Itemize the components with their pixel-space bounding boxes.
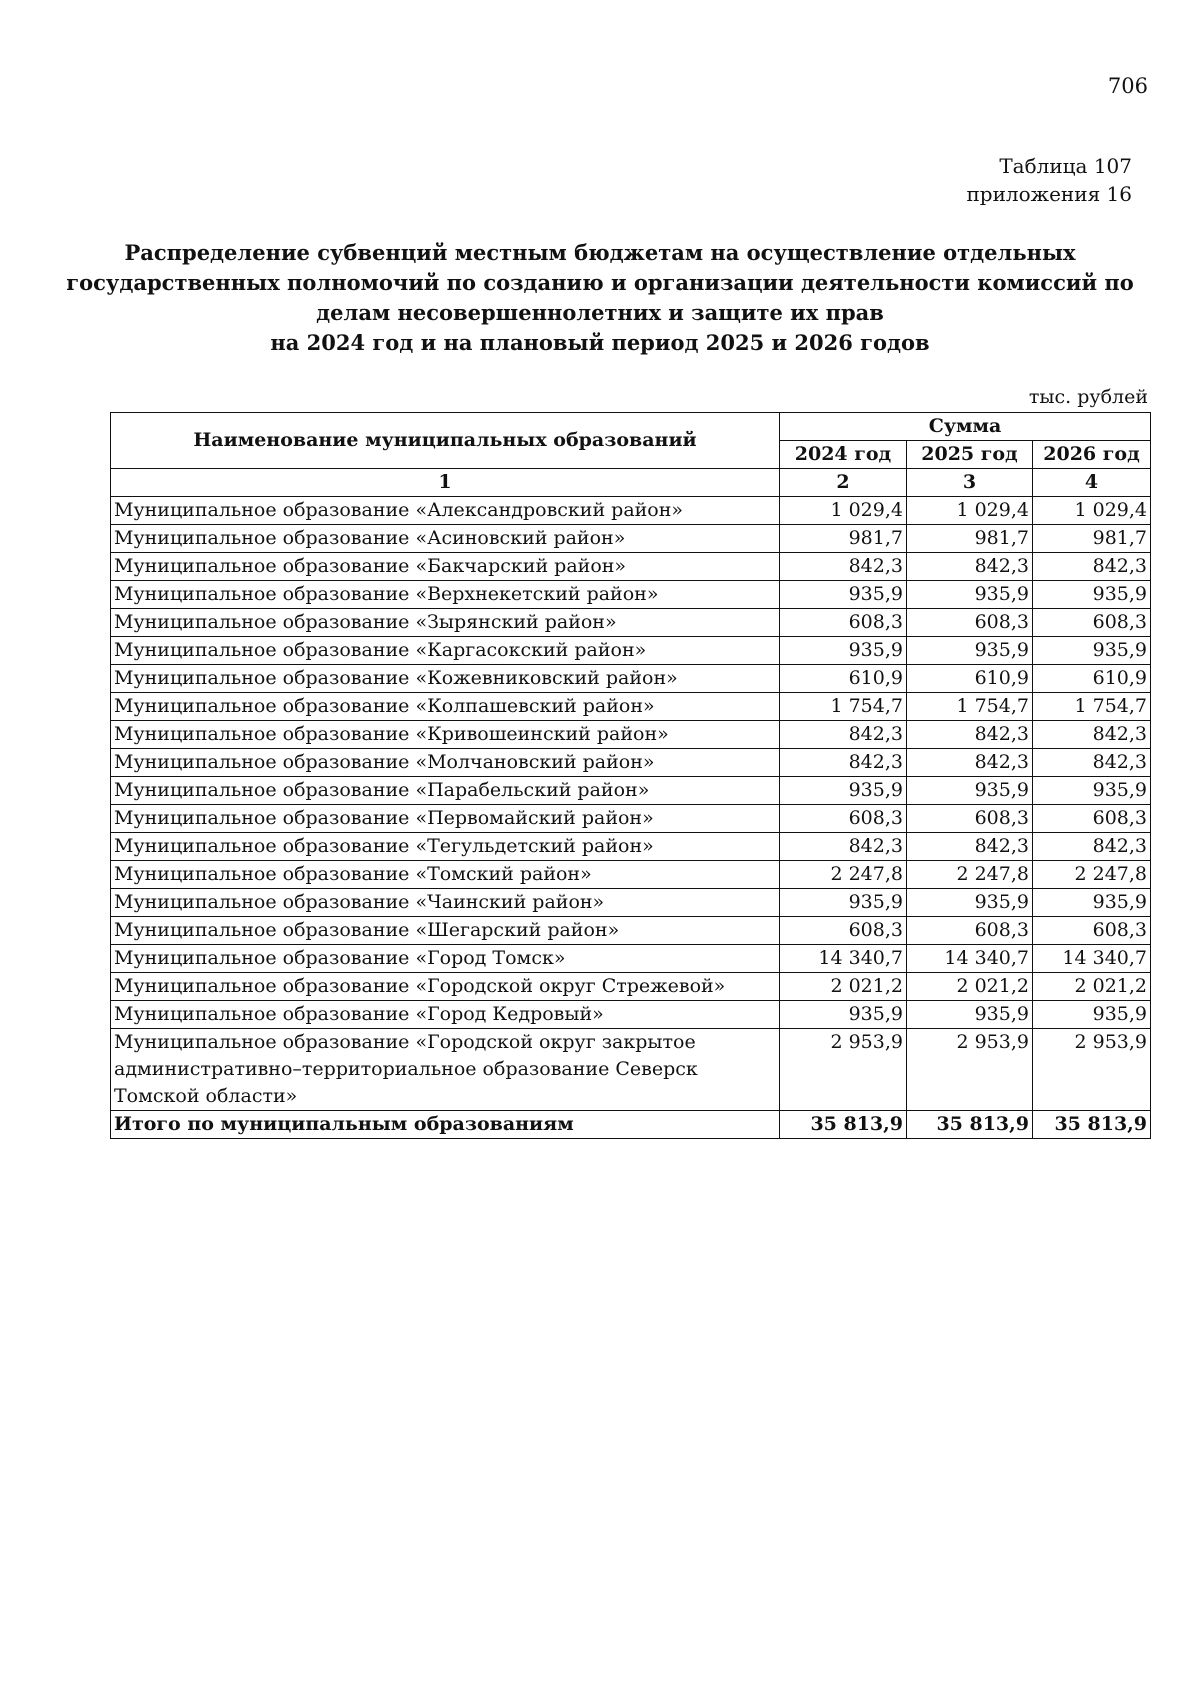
- table-row: [111, 889, 1151, 917]
- value-2025: 2 953,9: [907, 1029, 1033, 1111]
- value-2025: 981,7: [907, 525, 1033, 553]
- value-2025: 935,9: [907, 637, 1033, 665]
- table-row: [111, 1029, 1151, 1111]
- row-name: Муниципальное образование «Шегарский район»: [111, 917, 780, 945]
- value-2026: 935,9: [1033, 889, 1151, 917]
- value-2024: 1 029,4: [780, 497, 907, 525]
- value-2024: 610,9: [780, 665, 907, 693]
- value-2026: 1 029,4: [1033, 497, 1151, 525]
- value-2024: 2 021,2: [780, 973, 907, 1001]
- value-2025: 935,9: [907, 777, 1033, 805]
- value-2026: 981,7: [1033, 525, 1151, 553]
- row-name: Муниципальное образование «Город Томск»: [111, 945, 780, 973]
- value-2026: 842,3: [1033, 749, 1151, 777]
- value-2024: 842,3: [780, 833, 907, 861]
- value-2025: 610,9: [907, 665, 1033, 693]
- value-2024: 1 754,7: [780, 693, 907, 721]
- table-row: [111, 861, 1151, 889]
- row-name: Муниципальное образование «Бакчарский район»: [111, 553, 780, 581]
- header-sum: Сумма: [780, 413, 1151, 441]
- value-2024: 935,9: [780, 1001, 907, 1029]
- value-2025: 935,9: [907, 889, 1033, 917]
- value-2024: 842,3: [780, 553, 907, 581]
- table-row: [111, 581, 1151, 609]
- row-name: Муниципальное образование «Каргасокский район»: [111, 637, 780, 665]
- value-2025: 608,3: [907, 805, 1033, 833]
- value-2025: 2 021,2: [907, 973, 1033, 1001]
- value-2026: 2 021,2: [1033, 973, 1151, 1001]
- value-2024: 608,3: [780, 917, 907, 945]
- row-name: Муниципальное образование «Колпашевский район»: [111, 693, 780, 721]
- table-ref-line-1: Таблица 107: [999, 154, 1132, 178]
- row-name: Муниципальное образование «Кривошеинский район»: [111, 721, 780, 749]
- total-2024: 35 813,9: [780, 1111, 907, 1139]
- value-2025: 842,3: [907, 749, 1033, 777]
- header-year-2025: 2025 год: [907, 441, 1033, 469]
- value-2026: 935,9: [1033, 637, 1151, 665]
- row-name: Муниципальное образование «Томский район»: [111, 861, 780, 889]
- value-2026: 842,3: [1033, 553, 1151, 581]
- total-row: [111, 1111, 1151, 1139]
- value-2025: 842,3: [907, 553, 1033, 581]
- value-2024: 981,7: [780, 525, 907, 553]
- value-2026: 14 340,7: [1033, 945, 1151, 973]
- value-2024: 935,9: [780, 637, 907, 665]
- units-label: тыс. рублей: [1028, 386, 1148, 408]
- table-body: [111, 497, 1151, 1139]
- page-number: 706: [1107, 74, 1148, 98]
- value-2025: 842,3: [907, 833, 1033, 861]
- table-row: [111, 1001, 1151, 1029]
- value-2024: 608,3: [780, 609, 907, 637]
- total-2025: 35 813,9: [907, 1111, 1033, 1139]
- value-2026: 1 754,7: [1033, 693, 1151, 721]
- value-2026: 2 247,8: [1033, 861, 1151, 889]
- row-name: Муниципальное образование «Александровский район»: [111, 497, 780, 525]
- header-year-2026: 2026 год: [1033, 441, 1151, 469]
- value-2024: 842,3: [780, 749, 907, 777]
- value-2025: 935,9: [907, 1001, 1033, 1029]
- value-2026: 842,3: [1033, 833, 1151, 861]
- value-2026: 2 953,9: [1033, 1029, 1151, 1111]
- table-row: [111, 525, 1151, 553]
- value-2024: 935,9: [780, 889, 907, 917]
- row-name: Муниципальное образование «Молчановский район»: [111, 749, 780, 777]
- table-row: [111, 693, 1151, 721]
- table-row: [111, 973, 1151, 1001]
- value-2025: 842,3: [907, 721, 1033, 749]
- table-row: [111, 497, 1151, 525]
- row-name: Муниципальное образование «Парабельский район»: [111, 777, 780, 805]
- row-name: Муниципальное образование «Город Кедровый»: [111, 1001, 780, 1029]
- value-2026: 608,3: [1033, 917, 1151, 945]
- value-2025: 1 029,4: [907, 497, 1033, 525]
- table-row: [111, 777, 1151, 805]
- table-row: [111, 637, 1151, 665]
- table-reference: [966, 152, 1132, 208]
- row-name: Муниципальное образование «Верхнекетский район»: [111, 581, 780, 609]
- row-name: Муниципальное образование «Чаинский район»: [111, 889, 780, 917]
- row-name: Муниципальное образование «Городской округ закрытое административно–территориальное образование Северск Томской области»: [111, 1029, 780, 1111]
- value-2024: 14 340,7: [780, 945, 907, 973]
- title-line-2: государственных полномочий по созданию и организации деятельности комиссий по: [66, 270, 1134, 295]
- table-row: [111, 917, 1151, 945]
- table-row: [111, 749, 1151, 777]
- row-name: Муниципальное образование «Тегульдетский район»: [111, 833, 780, 861]
- header-year-2024: 2024 год: [780, 441, 907, 469]
- total-2026: 35 813,9: [1033, 1111, 1151, 1139]
- title-line-4: на 2024 год и на плановый период 2025 и 2026 годов: [270, 330, 930, 355]
- column-number-4: 4: [1033, 469, 1151, 497]
- value-2024: 2 247,8: [780, 861, 907, 889]
- value-2025: 608,3: [907, 917, 1033, 945]
- title-line-1: Распределение субвенций местным бюджетам на осуществление отдельных: [124, 240, 1076, 265]
- value-2026: 935,9: [1033, 1001, 1151, 1029]
- table-row: [111, 553, 1151, 581]
- value-2024: 608,3: [780, 805, 907, 833]
- table-row: [111, 609, 1151, 637]
- value-2024: 935,9: [780, 581, 907, 609]
- value-2024: 935,9: [780, 777, 907, 805]
- value-2025: 935,9: [907, 581, 1033, 609]
- row-name: Муниципальное образование «Первомайский район»: [111, 805, 780, 833]
- row-name: Муниципальное образование «Городской округ Стрежевой»: [111, 973, 780, 1001]
- document-title: [60, 238, 1140, 358]
- column-number-2: 2: [780, 469, 907, 497]
- table-ref-line-2: приложения 16: [966, 182, 1132, 206]
- table-row: [111, 665, 1151, 693]
- title-line-3: делам несовершеннолетних и защите их прав: [316, 300, 884, 325]
- table-row: [111, 833, 1151, 861]
- value-2025: 608,3: [907, 609, 1033, 637]
- value-2026: 935,9: [1033, 777, 1151, 805]
- value-2025: 2 247,8: [907, 861, 1033, 889]
- value-2025: 1 754,7: [907, 693, 1033, 721]
- row-name: Муниципальное образование «Асиновский район»: [111, 525, 780, 553]
- table-row: [111, 805, 1151, 833]
- value-2026: 608,3: [1033, 805, 1151, 833]
- value-2026: 610,9: [1033, 665, 1151, 693]
- value-2024: 2 953,9: [780, 1029, 907, 1111]
- column-number-1: 1: [111, 469, 780, 497]
- table-row: [111, 945, 1151, 973]
- value-2026: 608,3: [1033, 609, 1151, 637]
- value-2026: 842,3: [1033, 721, 1151, 749]
- subventions-table: [110, 412, 1151, 1139]
- table-row: [111, 721, 1151, 749]
- row-name: Муниципальное образование «Кожевниковский район»: [111, 665, 780, 693]
- value-2025: 14 340,7: [907, 945, 1033, 973]
- column-number-3: 3: [907, 469, 1033, 497]
- header-name-column: Наименование муниципальных образований: [111, 413, 780, 469]
- value-2026: 935,9: [1033, 581, 1151, 609]
- total-label: Итого по муниципальным образованиям: [111, 1111, 780, 1139]
- value-2024: 842,3: [780, 721, 907, 749]
- row-name: Муниципальное образование «Зырянский район»: [111, 609, 780, 637]
